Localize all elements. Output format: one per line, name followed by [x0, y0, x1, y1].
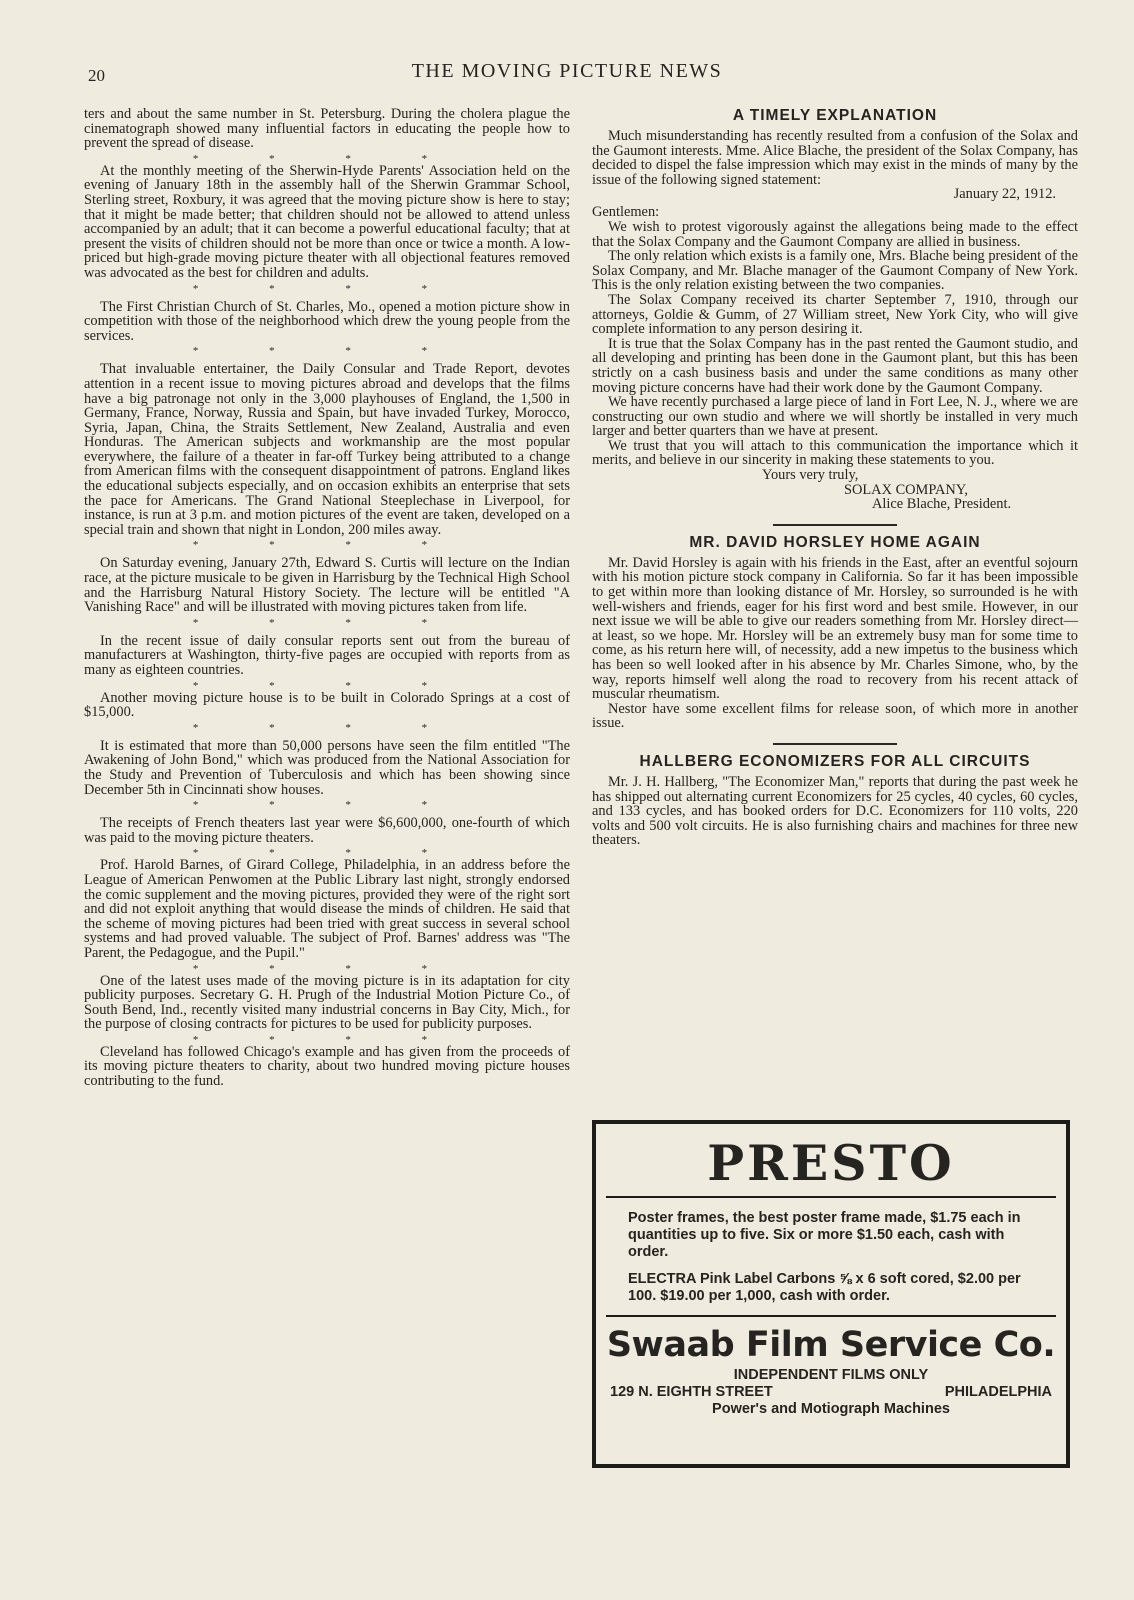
- swaab-advertisement: [592, 1120, 1070, 1468]
- section-divider: [773, 524, 897, 526]
- timely-explanation-article: [592, 107, 1078, 512]
- hallberg-article: [592, 753, 1078, 848]
- hallberg-heading: HALLBERG ECONOMIZERS FOR ALL CIRCUITS: [639, 752, 1031, 770]
- separator-stars: * * * *: [192, 847, 462, 860]
- right-column: [592, 107, 1078, 848]
- letter-paragraph: We have recently purchased a large piece of land in Fort Lee, N. J., where we are constructing our own studio and where we will shortly be installed in very much larger and better quarters than we have at present.: [592, 394, 1078, 440]
- page-header: [0, 60, 1134, 90]
- left-column: [84, 107, 570, 1089]
- separator-stars: * * * *: [192, 345, 462, 358]
- horsley-paragraph: Mr. David Horsley is again with his friends in the East, after an eventful sojourn with his motion picture stock company in California. So far it has been impossible to get within more than looking distance of Mr. Horsley, so surrounded is he with well-wishers and friends, eager for his first word and best smile. However, in our next issue we will be able to give our readers something from Mr. Horsley direct—at least, so we hope. Mr. Horsley will be an extremely busy man for some time to come, as his return here will, of necessity, add a new impetus to the business which has been so well looked after in his absence by Mr. Charles Simone, who, by the way, reports himself well along the road to recovery from his recent attack of muscular rheumatism.: [592, 554, 1078, 703]
- separator-stars: * * * *: [192, 152, 462, 165]
- ad-company-name: Swaab Film Service Co.: [606, 1325, 1056, 1365]
- letter-paragraph: We trust that you will attach to this communication the importance which it merits, and believe in our sincerity in making these statements to you.: [592, 437, 1078, 469]
- closing-phrase: Yours very truly,: [762, 467, 859, 484]
- news-item-colorado-springs: Another moving picture house is to be built in Colorado Springs at a cost of $15,000.: [84, 689, 570, 721]
- ad-address-line: [606, 1384, 1056, 1401]
- closing-company: SOLAX COMPANY,: [844, 481, 968, 498]
- timely-intro: Much misunderstanding has recently resulted from a confusion of the Solax and the Gaumont interests. Mme. Alice Blache, the president of the Solax Company, has decided to dispel the false impression which may exist in the minds of many by the issue of the following signed statement:: [592, 128, 1078, 188]
- ad-divider: [606, 1315, 1056, 1317]
- closing-signature: Alice Blache, President.: [872, 496, 1012, 513]
- page-number: 20: [88, 66, 105, 85]
- news-item-curtis-lecture: On Saturday evening, January 27th, Edward S. Curtis will lecture on the Indian race, at the picture musicale to be given in Harrisburg by the Technical High School and the Harrisburg Natural History Society. The lecture will be entitled "A Vanishing Race" and will be illustrated with moving pictures taken from life.: [84, 555, 570, 616]
- section-divider: [773, 743, 897, 745]
- letter-paragraph: The Solax Company received its charter September 7, 1910, through our attorneys, Goldie & Gumm, of 27 William street, New York City, who will give complete information to any person desiring it.: [592, 291, 1078, 338]
- news-item-cleveland-charity: Cleveland has followed Chicago's example and has given from the proceeds of its moving picture theaters to charity, about two hundred moving picture houses contributing to the fund.: [84, 1043, 570, 1090]
- timely-heading: A TIMELY EXPLANATION: [732, 107, 938, 124]
- separator-stars: * * * *: [192, 679, 462, 692]
- news-item-consular-report: That invaluable entertainer, the Daily Consular and Trade Report, devotes attention in a recent issue to moving pictures abroad and develops that the films have a big patronage not only in the 3,000 playhouses of England, the 1,500 in Germany, France, Norway, Russia and Spain, but have invaded Turkey, Morocco, Syria, Japan, China, the Straits Settlement, New Zealand, Australia and even Honduras. The American subjects and workmanship are the most popular everywhere, the failure of a theater in far-off Turkey being attributed to a change from American films with the consequent disappointment of patrons. England likes the educational subjects especially, and on occasion exhibits an enterprise that sets the pace for Americans. The Grand National Steeplechase in Liverpool, for instance, is run at 3 p.m. and motion pictures of the event are taken, developed on a special train and shown that night in London, 200 miles away.: [84, 361, 570, 538]
- ad-poster-frames-text: Poster frames, the best poster frame made, $1.75 each in quantities up to five. Six or more $1.50 each, cash with order.: [628, 1210, 1021, 1260]
- news-item-st-charles-church: The First Christian Church of St. Charles, Mo., opened a motion picture show in competition with those of the neighborhood which drew the young people from the services.: [84, 298, 570, 344]
- news-item-city-publicity: One of the latest uses made of the moving picture is in its adaptation for city publicity purposes. Secretary G. H. Prugh of the Industrial Motion Picture Co., of South Bend, Ind., recently visited many industrial concerns in Bay City, Mich., for the purpose of closing contracts for pictures to be used for publicity purposes.: [84, 972, 570, 1033]
- running-title: THE MOVING PICTURE NEWS: [411, 60, 723, 82]
- letter-closing: [592, 468, 1078, 512]
- separator-stars: * * * *: [192, 962, 462, 975]
- hallberg-paragraph: Mr. J. H. Hallberg, "The Economizer Man," reports that during the past week he has shipped out alternating current Economizers for 25 cycles, 40 cycles, 60 cycles, and 133 cycles, and has booked orders for D.C. Economizers for 110 volts, 220 volts and 500 volt circuits. He is also furnishing chairs and machines for three new theaters.: [592, 773, 1078, 849]
- ad-carbons-text: ELECTRA Pink Label Carbons ⅝ x 6 soft cored, $2.00 per 100. $19.00 per 1,000, cash with order.: [628, 1271, 1021, 1304]
- horsley-article: [592, 534, 1078, 731]
- horsley-paragraph: Nestor have some excellent films for release soon, of which more in another issue.: [592, 700, 1078, 732]
- news-item-french-receipts: The receipts of French theaters last year were $6,600,000, one-fourth of which was paid to the moving picture theaters.: [84, 815, 570, 846]
- news-item-sherwin-hyde: At the monthly meeting of the Sherwin-Hyde Parents' Association held on the evening of January 18th in the assembly hall of the Sherwin Grammar School, Sterling street, Roxbury, it was agreed that the moving picture show is here to stay; that it might be made better; that children should not be allowed to attend unless accompanied by an adult; that it can become a powerful educational faculty; that at present the visits of children should not be more than once or twice a month. A low-priced but high-grade moving picture theater with all objectional features removed was advocated as the best for children and adults.: [84, 162, 570, 281]
- ad-title: PRESTO: [707, 1134, 955, 1192]
- news-item-daily-reports: In the recent issue of daily consular reports sent out from the bureau of manufacturers at Washington, thirty-five pages are occupied with reports from as many as eighteen countries.: [84, 632, 570, 678]
- letter-paragraph: We wish to protest vigorously against the allegations being made to the effect that the Solax Company and the Gaumont Company are allied in business.: [592, 218, 1078, 250]
- separator-stars: * * * *: [192, 721, 462, 734]
- letter-date: January 22, 1912.: [953, 186, 1056, 203]
- ad-divider: [606, 1196, 1056, 1198]
- separator-stars: * * * *: [192, 1033, 462, 1046]
- ad-tagline: INDEPENDENT FILMS ONLY: [733, 1367, 929, 1383]
- ad-city: PHILADELPHIA: [944, 1384, 1052, 1400]
- ad-machines: Power's and Motiograph Machines: [712, 1401, 950, 1417]
- ad-street: 129 N. EIGHTH STREET: [610, 1384, 773, 1400]
- separator-stars: * * * *: [192, 799, 462, 812]
- separator-stars: * * * *: [192, 616, 462, 629]
- news-item-john-bond-film: It is estimated that more than 50,000 persons have seen the film entitled "The Awakening of John Bond," which was produced from the National Association for the Study and Prevention of Tuberculosis and which has been showing since December 5th in Cincinnati show houses.: [84, 737, 570, 798]
- news-item-stpetersburg: ters and about the same number in St. Petersburg. During the cholera plague the cinematograph showed many influential factors in educating the people how to prevent the spread of disease.: [84, 106, 570, 152]
- letter-paragraph: The only relation which exists is a family one, Mrs. Blache being president of the Solax Company, and Mr. Blache manager of the Gaumont Company of New York. This is the only relation existing between the two companies.: [592, 248, 1078, 294]
- letter-salutation: Gentlemen:: [592, 203, 660, 220]
- separator-stars: * * * *: [192, 282, 462, 295]
- letter-paragraph: It is true that the Solax Company has in the past rented the Gaumont studio, and all developing and printing has been done in the Gaumont plant, but this has been strictly on a cash business basis and under the same conditions as many other moving picture concerns have had their work done by the Gaumont Company.: [592, 335, 1078, 396]
- news-item-prof-barnes: Prof. Harold Barnes, of Girard College, Philadelphia, in an address before the League of American Penwomen at the Public Library last night, strongly endorsed the comic supplement and the moving pictures, provided they were of the right sort and did not exploit anything that would disease the minds of children. He said that the scheme of moving pictures had been tried with great success in several school systems and had proved valuable. The subject of Prof. Barnes' address was "The Parent, the Pedagogue, and the Pupil.": [84, 857, 570, 961]
- separator-stars: * * * *: [192, 539, 462, 552]
- horsley-heading: MR. DAVID HORSLEY HOME AGAIN: [689, 533, 981, 551]
